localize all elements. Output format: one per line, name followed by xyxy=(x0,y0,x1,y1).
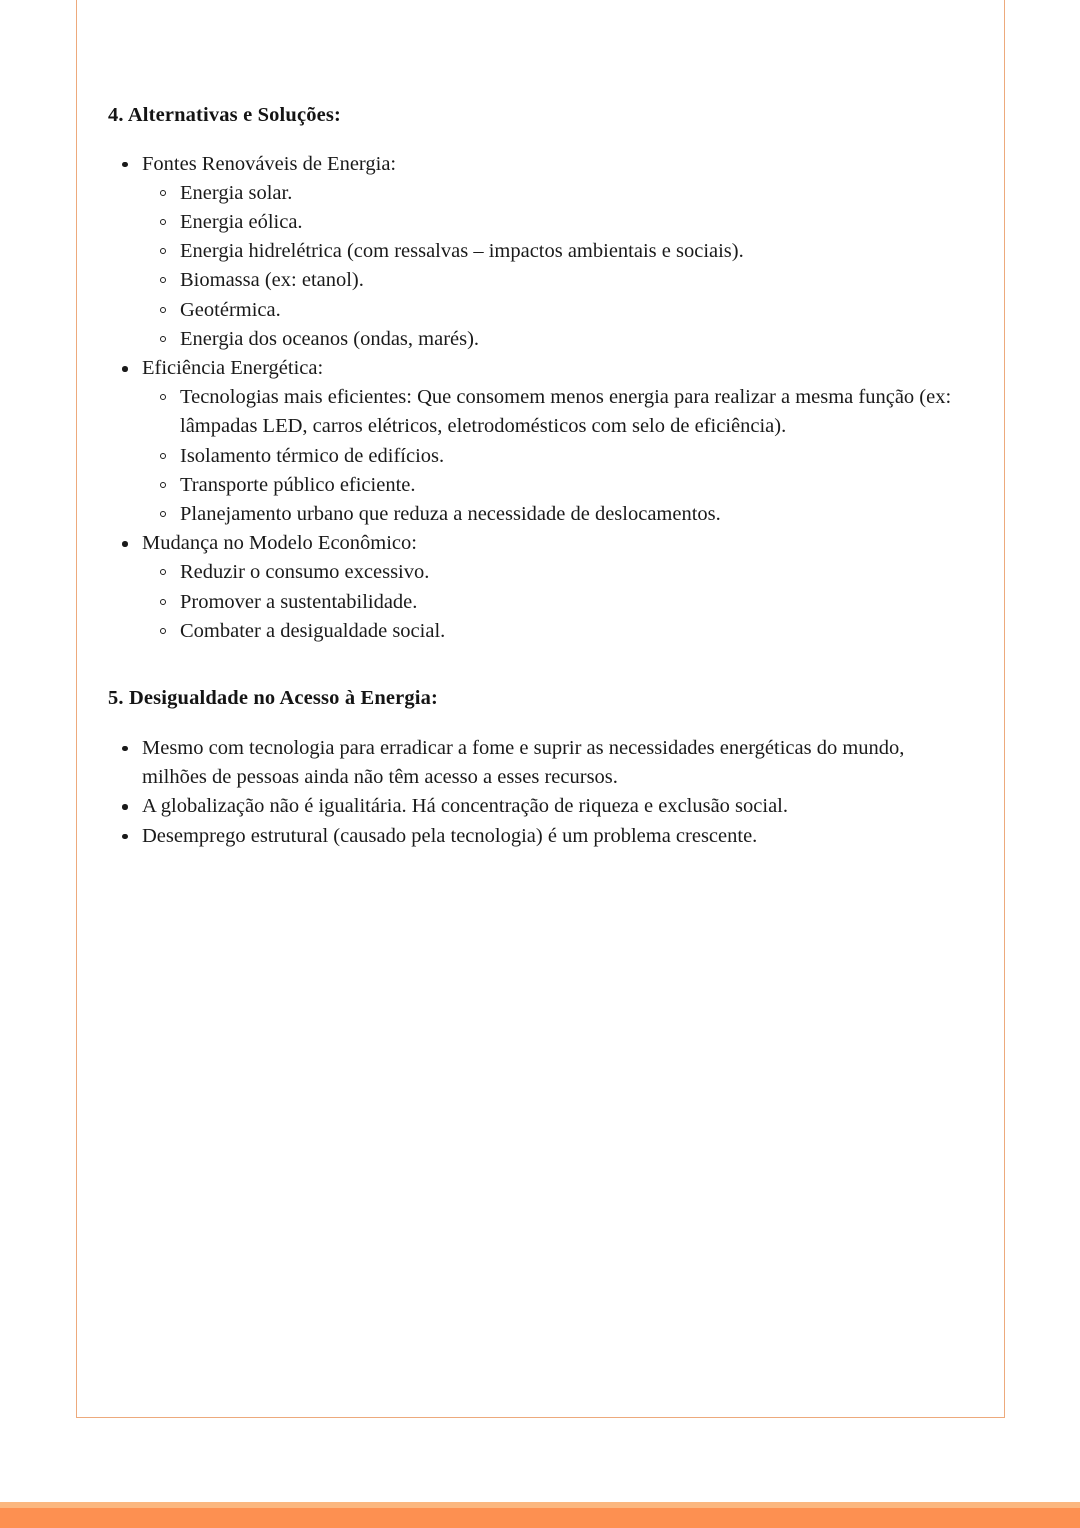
list-item xyxy=(142,296,968,325)
list-item-label: Tecnologias mais eficientes: Que consomem menos energia para realizar a mesma função (ex: lâmpadas LED, carros elétricos, eletrodomésticos com selo de eficiência). xyxy=(180,386,952,438)
list-item xyxy=(142,179,968,208)
sublist-eficiencia-energetica xyxy=(142,383,968,529)
list-item xyxy=(142,325,968,354)
list-item xyxy=(108,150,968,354)
list-item-label: Mudança no Modelo Econômico: xyxy=(142,532,417,555)
document-content xyxy=(108,0,968,851)
section-heading-desigualdade: 5. Desigualdade no Acesso à Energia: xyxy=(108,687,438,710)
desigualdade-list xyxy=(108,734,968,852)
bullet-circle-icon xyxy=(160,190,166,196)
list-item xyxy=(142,237,968,266)
list-item xyxy=(142,471,968,500)
list-item xyxy=(142,208,968,237)
list-item xyxy=(142,442,968,471)
list-item-label: Transporte público eficiente. xyxy=(180,473,416,496)
list-item-label: Geotérmica. xyxy=(180,298,281,321)
list-item xyxy=(108,529,968,646)
bullet-circle-icon xyxy=(160,453,166,459)
bullet-circle-icon xyxy=(160,482,166,488)
list-item xyxy=(142,383,968,441)
list-item-label: Isolamento térmico de edifícios. xyxy=(180,444,445,467)
bullet-disc-icon xyxy=(122,834,128,840)
page-title: 4. Alternativas e Soluções: xyxy=(108,104,341,126)
bullet-circle-icon xyxy=(160,336,166,342)
bullet-disc-icon xyxy=(122,366,128,372)
bullet-disc-icon xyxy=(122,162,128,168)
list-item-label: Mesmo com tecnologia para erradicar a fome e suprir as necessidades energéticas do mundo, milhões de pessoas ainda não têm acesso a esses recursos. xyxy=(142,736,905,789)
bullet-circle-icon xyxy=(160,219,166,225)
list-item xyxy=(142,588,968,617)
bullet-circle-icon xyxy=(160,394,166,400)
bullet-circle-icon xyxy=(160,307,166,313)
list-item-label: Eficiência Energética: xyxy=(142,357,324,380)
alternativas-list xyxy=(108,150,968,646)
list-item-label: Energia dos oceanos (ondas, marés). xyxy=(180,327,480,350)
sublist-fontes-renovaveis xyxy=(142,179,968,354)
list-item xyxy=(108,822,968,851)
list-item-label: Promover a sustentabilidade. xyxy=(180,590,418,613)
list-item xyxy=(142,558,968,587)
sublist-modelo-economico xyxy=(142,558,968,646)
list-item-label: A globalização não é igualitária. Há concentração de riqueza e exclusão social. xyxy=(142,795,789,818)
bottom-accent-bar xyxy=(0,1502,1080,1528)
list-item-label: Energia eólica. xyxy=(180,211,303,233)
list-item xyxy=(108,792,968,821)
bullet-circle-icon xyxy=(160,511,166,517)
list-item-label: Planejamento urbano que reduza a necessidade de deslocamentos. xyxy=(180,503,721,526)
bullet-disc-icon xyxy=(122,541,128,547)
list-item-label: Reduzir o consumo excessivo. xyxy=(180,561,430,584)
bullet-disc-icon xyxy=(122,746,128,752)
bullet-circle-icon xyxy=(160,569,166,575)
accent-bar-main-stripe xyxy=(0,1508,1080,1528)
list-item xyxy=(142,617,968,646)
list-item-label: Energia solar. xyxy=(180,181,293,204)
list-item xyxy=(108,354,968,529)
bullet-disc-icon xyxy=(122,804,128,810)
list-item xyxy=(108,734,968,793)
bullet-circle-icon xyxy=(160,248,166,254)
list-item xyxy=(142,500,968,529)
list-item-label: Biomassa (ex: etanol). xyxy=(180,269,364,292)
list-item xyxy=(142,266,968,295)
list-item-label: Fontes Renováveis de Energia: xyxy=(142,152,397,175)
list-item-label: Desemprego estrutural (causado pela tecnologia) é um problema crescente. xyxy=(142,824,758,847)
bullet-circle-icon xyxy=(160,599,166,605)
bullet-circle-icon xyxy=(160,628,166,634)
bullet-circle-icon xyxy=(160,277,166,283)
list-item-label: Combater a desigualdade social. xyxy=(180,619,446,642)
list-item-label: Energia hidrelétrica (com ressalvas – impactos ambientais e sociais). xyxy=(180,240,744,263)
